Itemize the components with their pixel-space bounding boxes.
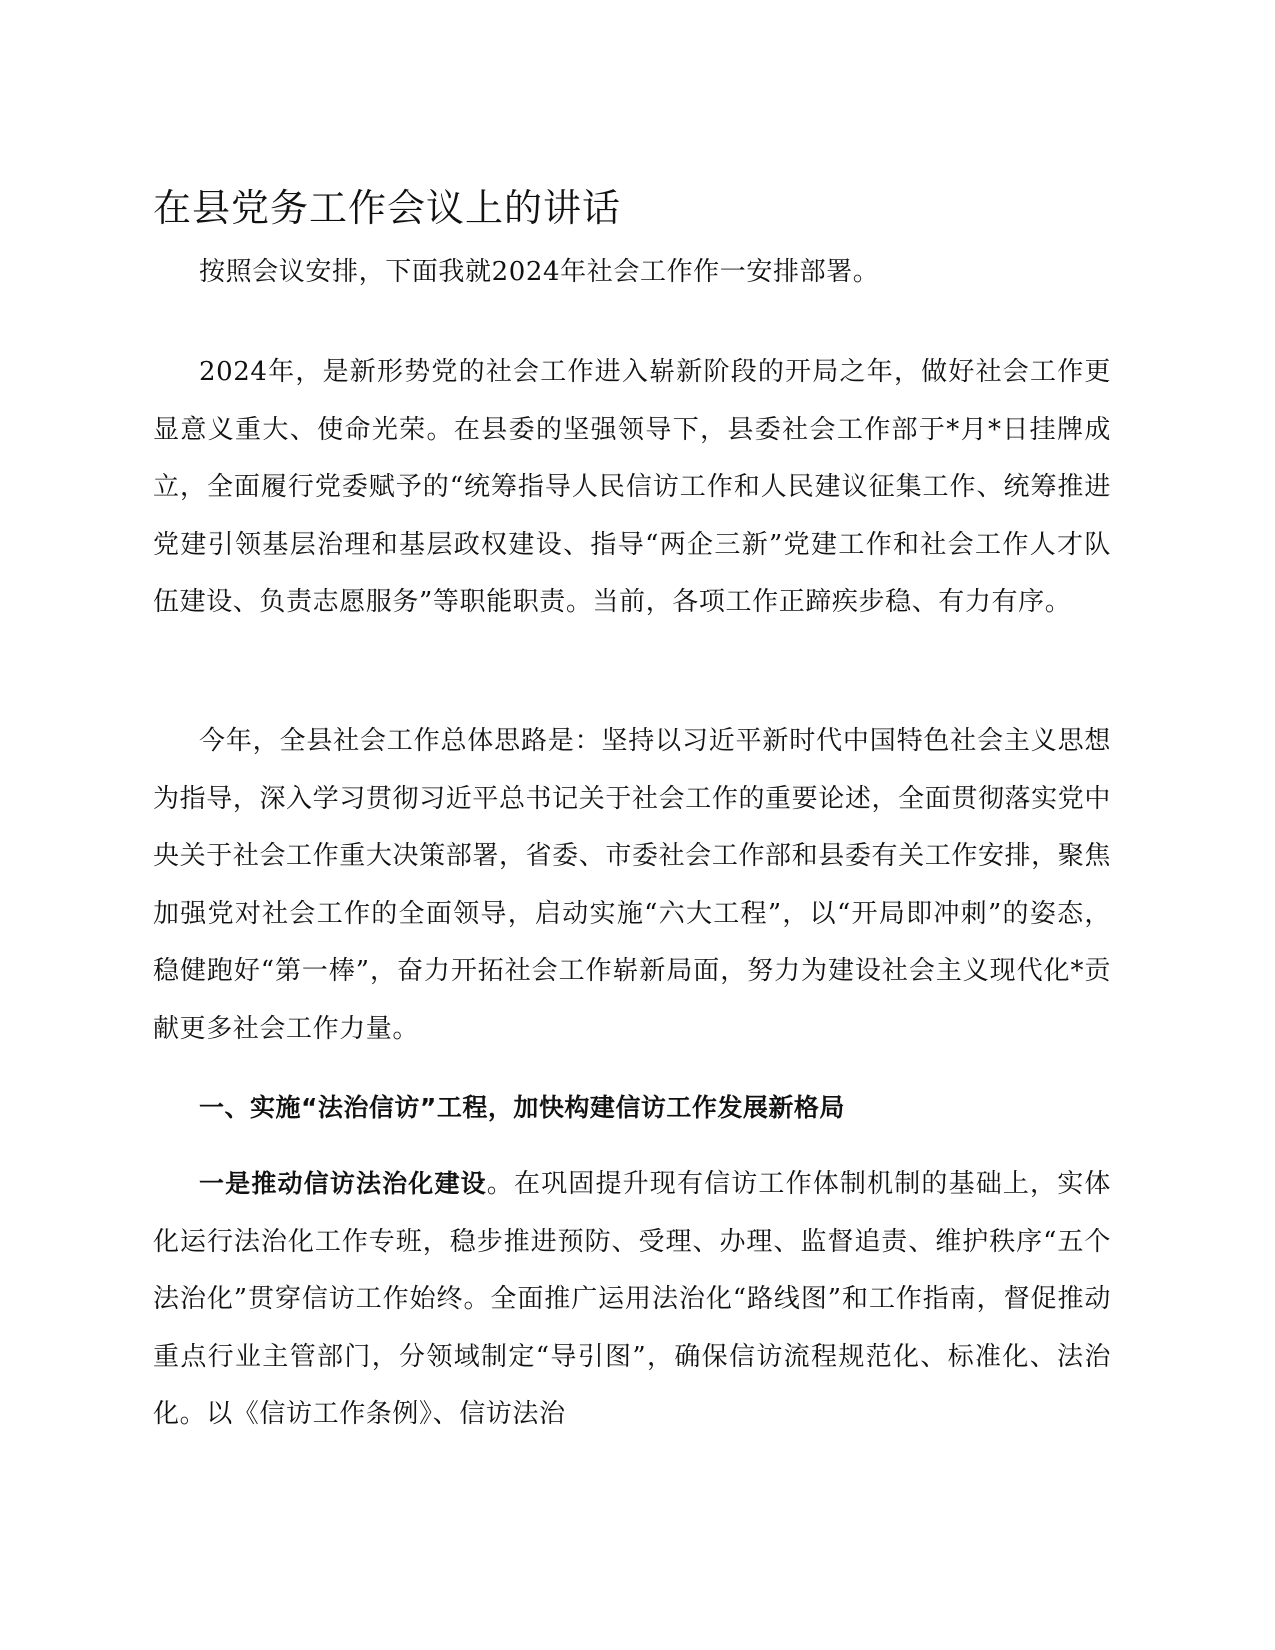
paragraph-overall-approach: 今年，全县社会工作总体思路是：坚持以习近平新时代中国特色社会主义思想为指导，深入学习贯彻习近平总书记关于社会工作的重要论述，全面贯彻落实党中央关于社会工作重大决策部署，省委、市委社会工作部和县委有关工作安排，聚焦加强党对社会工作的全面领导，启动实施“六大工程”，以“开局即冲刺”的姿态，稳健跑好“第一棒”，奋力开拓社会工作崭新局面，努力为建设社会主义现代化*贡献更多社会工作力量。	[153, 726, 1111, 1044]
item-body-text: 。在巩固提升现有信访工作体制机制的基础上，实体化运行法治化工作专班，稳步推进预防、受理、办理、监督追责、维护秩序“五个法治化”贯穿信访工作始终。全面推广运用法治化“路线图”和工作指南，督促推动重点行业主管部门，分领域制定“导引图”，确保信访流程规范化、标准化、法治化。以《信访工作条例》、信访法治	[153, 1169, 1111, 1429]
paragraph-intro: 按照会议安排，下面我就2024年社会工作作一安排部署。	[199, 257, 880, 287]
section-1-item-1	[153, 1155, 1111, 1444]
item-lead-text: 一是推动信访法治化建设	[199, 1169, 487, 1198]
paragraph-background: 2024年，是新形势党的社会工作进入崭新阶段的开局之年，做好社会工作更显意义重大、使命光荣。在县委的坚强领导下，县委社会工作部于*月*日挂牌成立，全面履行党委赋予的“统筹指导人民信访工作和人民建议征集工作、统筹推进党建引领基层治理和基层政权建设、指导“两企三新”党建工作和社会工作人才队伍建设、负责志愿服务”等职能职责。当前，各项工作正蹄疾步稳、有力有序。	[153, 357, 1111, 617]
document-title: 在县党务工作会议上的讲话	[153, 186, 622, 230]
section-heading-1: 一、实施“法治信访”工程，加快构建信访工作发展新格局	[199, 1093, 845, 1122]
